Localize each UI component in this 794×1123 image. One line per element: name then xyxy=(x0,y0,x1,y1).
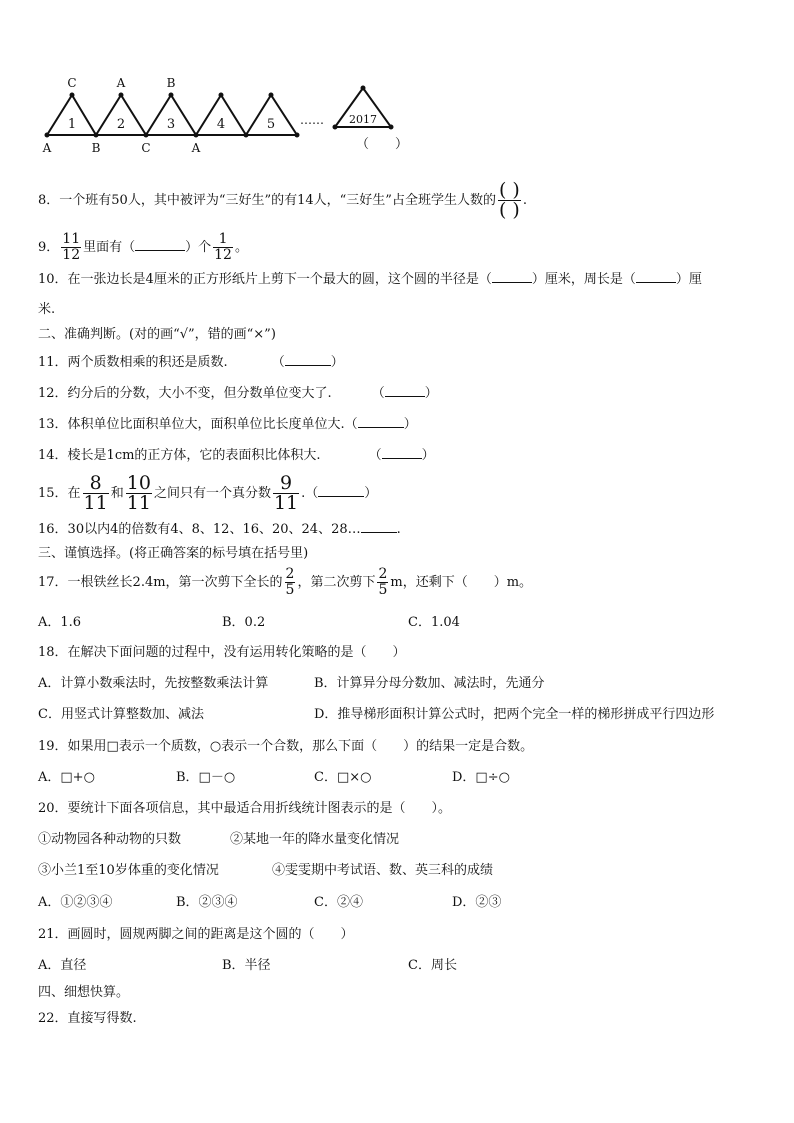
option-c[interactable]: C．□×○ xyxy=(314,770,372,785)
paren: （ xyxy=(271,355,285,370)
question-text: m，还剩下（ ）m。 xyxy=(390,575,533,590)
question-text: 之间只有一个真分数 xyxy=(153,486,271,501)
fraction xyxy=(126,474,152,513)
list-item: ②某地一年的降水量变化情况 xyxy=(230,832,400,847)
question-12 xyxy=(38,385,438,403)
fraction xyxy=(61,232,81,263)
question-text: 和 xyxy=(110,486,124,501)
fraction-numerator: 11 xyxy=(62,231,81,247)
answer-blank[interactable] xyxy=(382,448,422,459)
question-19-options xyxy=(38,769,510,787)
section-title: 二、准确判断。(对的画“√”，错的画“×”) xyxy=(38,327,276,342)
question-text: ，第二次剪下 xyxy=(297,575,376,590)
question-17-options xyxy=(38,614,460,632)
bottom-label: A xyxy=(191,141,201,155)
question-text: 18．在解决下面问题的过程中，没有运用转化策略的是（ ） xyxy=(38,645,406,660)
option-d[interactable]: D．推导梯形面积计算公式时，把两个完全一样的梯形拼成平行四边形 xyxy=(314,707,715,722)
question-13 xyxy=(38,416,417,434)
fraction-denominator: 5 xyxy=(285,582,295,598)
question-text: 12．约分后的分数，大小不变，但分数单位变大了. xyxy=(38,386,332,401)
fraction xyxy=(273,474,299,513)
question-text: 14．棱长是1cm的正方体，它的表面积比体积大. xyxy=(38,448,321,463)
option-b[interactable]: B．□－○ xyxy=(176,770,236,785)
question-text: 21．画圆时，圆规两脚之间的距离是这个圆的（ ） xyxy=(38,927,354,942)
fraction-denominator: 12 xyxy=(62,247,81,263)
question-20 xyxy=(38,800,451,818)
question-14 xyxy=(38,447,435,465)
question-18-options-row1 xyxy=(38,675,545,693)
option-b[interactable]: B．0.2 xyxy=(222,615,266,630)
fraction-numerator: 2 xyxy=(285,566,295,582)
fraction xyxy=(213,232,233,263)
option-a[interactable]: A．计算小数乘法时，先按整数乘法计算 xyxy=(38,676,269,691)
answer-blank[interactable] xyxy=(318,486,364,497)
answer-blank[interactable] xyxy=(636,272,676,283)
question-text: ）个 xyxy=(185,240,212,255)
question-text: ）厘米，周长是（ xyxy=(531,272,636,287)
question-text: 米. xyxy=(38,302,56,317)
fraction-numerator: ( ) xyxy=(498,179,520,201)
fraction-denominator: 5 xyxy=(378,582,388,598)
option-c[interactable]: C．②④ xyxy=(314,895,363,910)
question-text: 里面有（ xyxy=(83,240,136,255)
section-heading xyxy=(38,545,308,563)
list-item: ④雯雯期中考试语、数、英三科的成绩 xyxy=(272,863,494,878)
fraction-blank xyxy=(498,181,521,220)
answer-blank[interactable] xyxy=(285,355,331,366)
triangle-number: 2 xyxy=(116,117,126,132)
fraction-denominator: 11 xyxy=(126,492,151,514)
bottom-label: B xyxy=(91,141,101,155)
question-16 xyxy=(38,521,401,539)
answer-blank[interactable] xyxy=(492,272,532,283)
paren: ） xyxy=(364,486,378,501)
option-a[interactable]: A．①②③④ xyxy=(38,895,113,910)
triangle-number: 5 xyxy=(266,117,276,132)
fraction xyxy=(377,567,388,598)
question-9 xyxy=(38,232,248,263)
question-text: 11．两个质数相乘的积还是质数. xyxy=(38,355,228,370)
question-text: 8．一个班有50人，其中被评为“三好生”的有14人，“三好生”占全班学生人数的 xyxy=(38,193,496,208)
answer-paren: （ ） xyxy=(355,137,409,152)
punct: . xyxy=(396,522,401,537)
section-title: 三、谨慎选择。(将正确答案的标号填在括号里) xyxy=(38,546,309,561)
question-text: .（ xyxy=(301,486,319,501)
answer-blank[interactable] xyxy=(135,240,185,251)
ellipsis: …… xyxy=(300,113,324,127)
triangle-sequence-figure xyxy=(30,72,430,162)
answer-blank[interactable] xyxy=(358,417,404,428)
paren: ） xyxy=(403,417,417,432)
option-d[interactable]: D．□÷○ xyxy=(452,770,510,785)
question-text: 16．30以内4的倍数有4、8、12、16、20、24、28… xyxy=(38,522,361,537)
question-number: 9． xyxy=(38,240,60,255)
triangle-number: 1 xyxy=(67,117,77,132)
punct: . xyxy=(522,193,527,208)
question-text: ）厘 xyxy=(675,272,702,287)
question-text: 19．如果用□表示一个质数，○表示一个合数，那么下面（ ）的结果一定是合数。 xyxy=(38,739,534,754)
question-20-items-row1 xyxy=(38,831,399,849)
paren: ） xyxy=(421,448,435,463)
question-text: 10．在一张边长是4厘米的正方形纸片上剪下一个最大的圆，这个圆的半径是（ xyxy=(38,272,492,287)
answer-blank[interactable] xyxy=(385,386,425,397)
top-label: C xyxy=(67,76,77,90)
option-b[interactable]: B．②③④ xyxy=(176,895,238,910)
question-text: 15．在 xyxy=(38,486,81,501)
option-a[interactable]: A．直径 xyxy=(38,958,87,973)
list-item: ①动物园各种动物的只数 xyxy=(38,832,182,847)
question-20-items-row2 xyxy=(38,862,493,880)
question-text: 20．要统计下面各项信息，其中最适合用折线统计图表示的是（ ）。 xyxy=(38,801,452,816)
question-22 xyxy=(38,1010,137,1028)
option-a[interactable]: A．□+○ xyxy=(38,770,95,785)
question-text: 17．一根铁丝长2.4m，第一次剪下全长的 xyxy=(38,575,283,590)
option-c[interactable]: C．1.04 xyxy=(408,615,460,630)
question-18 xyxy=(38,644,406,662)
triangle-number: 4 xyxy=(216,117,226,132)
fraction-denominator: ( ) xyxy=(498,199,520,221)
answer-blank[interactable] xyxy=(361,522,397,533)
fraction-numerator: 9 xyxy=(273,474,299,494)
punct: 。 xyxy=(234,240,248,255)
bottom-label: C xyxy=(141,141,151,155)
question-15 xyxy=(38,474,377,513)
option-b[interactable]: B．计算异分母分数加、减法时，先通分 xyxy=(314,676,545,691)
fraction-denominator: 12 xyxy=(214,247,232,263)
fraction xyxy=(285,567,296,598)
triangle-number: 2017 xyxy=(349,113,377,126)
fraction-numerator: 2 xyxy=(378,566,388,582)
fraction xyxy=(83,474,109,513)
list-item: ③小兰1至10岁体重的变化情况 xyxy=(38,863,219,878)
paren: ） xyxy=(330,355,344,370)
bottom-label: A xyxy=(42,141,52,155)
top-label: B xyxy=(166,76,176,90)
triangle-number: 3 xyxy=(166,117,176,132)
fraction-denominator: 11 xyxy=(273,492,299,514)
paren: ） xyxy=(424,386,438,401)
question-19 xyxy=(38,738,533,756)
option-a[interactable]: A．1.6 xyxy=(38,615,82,630)
option-b[interactable]: B．半径 xyxy=(222,958,271,973)
question-21 xyxy=(38,926,354,944)
section-title: 四、细想快算。 xyxy=(38,985,130,1000)
option-c[interactable]: C．用竖式计算整数加、减法 xyxy=(38,707,204,722)
question-8 xyxy=(38,181,527,220)
section-heading xyxy=(38,984,129,1002)
question-text: 22．直接写得数. xyxy=(38,1011,137,1026)
top-label: A xyxy=(116,76,126,90)
paren: （ xyxy=(368,448,382,463)
section-heading xyxy=(38,326,276,344)
option-c[interactable]: C．周长 xyxy=(408,958,457,973)
fraction-numerator: 1 xyxy=(213,232,233,248)
question-text: 13．体积单位比面积单位大，面积单位比长度单位大.（ xyxy=(38,417,358,432)
question-10-line2 xyxy=(38,301,55,319)
option-d[interactable]: D．②③ xyxy=(452,895,502,910)
fraction-numerator: 10 xyxy=(126,472,151,494)
fraction-denominator: 11 xyxy=(83,492,108,514)
question-11 xyxy=(38,354,344,372)
question-17 xyxy=(38,567,532,598)
paren: （ xyxy=(371,386,385,401)
question-18-options-row2 xyxy=(38,706,714,724)
question-20-options xyxy=(38,894,501,912)
question-10 xyxy=(38,271,702,289)
question-21-options xyxy=(38,957,457,975)
fraction-numerator: 8 xyxy=(83,474,109,494)
